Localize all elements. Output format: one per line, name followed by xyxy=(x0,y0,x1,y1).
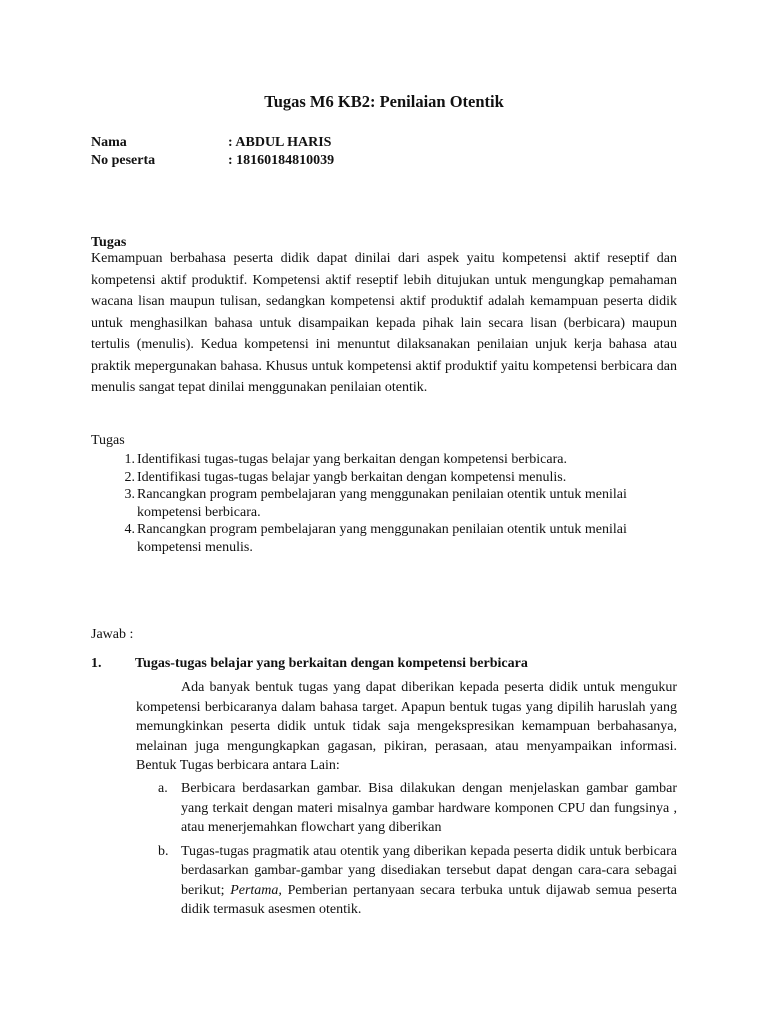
list-item xyxy=(91,451,677,469)
answer-sublist xyxy=(136,779,677,920)
document-title: Tugas M6 KB2: Penilaian Otentik xyxy=(264,92,504,111)
list-text: Berbicara berdasarkan gambar. Bisa dilakukan dengan menjelaskan gambar gambar yang terkait dengan materi misalnya gambar hardware komponen CPU dan fungsinya , atau menerjemahkan flowchart yang diberikan xyxy=(181,781,677,835)
list-item xyxy=(91,486,677,521)
list-text: Identifikasi tugas-tugas belajar yangb berkaitan dengan kompetensi menulis. xyxy=(137,469,567,485)
list-number: 1. xyxy=(124,452,135,467)
info-value: : ABDUL HARIS xyxy=(228,135,332,150)
info-label: No peserta xyxy=(91,153,156,168)
list-number: 3. xyxy=(124,487,135,502)
task-list xyxy=(91,451,677,556)
jawab-label: Jawab : xyxy=(91,627,134,642)
tugas-paragraph: Kemampuan berbahasa peserta didik dapat dinilai dari aspek yaitu kompetensi aktif reseptif dan kompetensi aktif produktif. Kompetensi aktif reseptif lebih ditujukan untuk mengungkap pemahaman wacana lisan maupun tulisan, sedangkan kompetensi aktif produktif adalah kemampuan peserta didik untuk menghasilkan bahasa untuk disampaikan kepada pihak lain secara lisan (berbicara) maupun tertulis (menulis). Kedua kompetensi ini menuntut dilaksanakan penilaian unjuk kerja bahasa atau praktik mepergunakan bahasa. Khusus untuk kompetensi aktif produktif yaitu kompetensi berbicara dan menulis sangat tepat dinilai menggunakan penilaian otentik. xyxy=(91,251,677,395)
list-text xyxy=(181,842,677,920)
tugas-list-heading: Tugas xyxy=(91,433,125,448)
answer-heading-text: Tugas-tugas belajar yang berkaitan dengan kompetensi berbicara xyxy=(135,656,528,671)
list-item xyxy=(136,779,677,838)
list-text: Identifikasi tugas-tugas belajar yang berkaitan dengan kompetensi berbicara. xyxy=(137,452,567,467)
info-value: : 18160184810039 xyxy=(228,153,335,168)
answer-heading xyxy=(91,656,677,672)
list-item xyxy=(91,521,677,556)
list-item xyxy=(136,842,677,920)
italic-segment: Pertama, xyxy=(230,882,282,898)
answer-paragraph: Ada banyak bentuk tugas yang dapat diberikan kepada peserta didik untuk mengukur kompetensi berbicaranya dalam bahasa target. Apapun bentuk tugas yang dipilih haruslah yang memungkinkan peserta didik untuk tidak saja mengekspresikan kemampuan berbahasanya, melainan juga mengungkapkan gagasan, pikiran, perasaan, atau menyampaikan informasi. Bentuk Tugas berbicara antara Lain: xyxy=(136,680,677,773)
text-segment: Pemberian pertanyaan secara terbuka untuk dijawab semua peserta didik termasuk asesmen otentik. xyxy=(181,882,677,917)
list-number: 2. xyxy=(124,469,135,485)
info-row-nama xyxy=(91,135,331,151)
list-item xyxy=(91,469,677,487)
info-row-no-peserta xyxy=(91,153,334,169)
answer-number: 1. xyxy=(91,656,102,671)
text-segment: Tugas-tugas pragmatik atau otentik yang diberikan kepada peserta didik untuk berbicara berdasarkan gambar-gambar yang disediakan tersebut dapat dengan cara-cara sebagai berikut; xyxy=(181,843,677,898)
list-text: Rancangkan program pembelajaran yang menggunakan penilaian otentik untuk menilai kompetensi menulis. xyxy=(137,522,627,555)
tugas-heading: Tugas xyxy=(91,235,127,250)
list-number: 4. xyxy=(124,522,135,537)
list-marker: a. xyxy=(158,781,168,796)
info-label: Nama xyxy=(91,135,127,150)
list-text: Rancangkan program pembelajaran yang menggunakan penilaian otentik untuk menilai kompetensi berbicara. xyxy=(137,487,627,520)
list-marker: b. xyxy=(158,843,169,859)
